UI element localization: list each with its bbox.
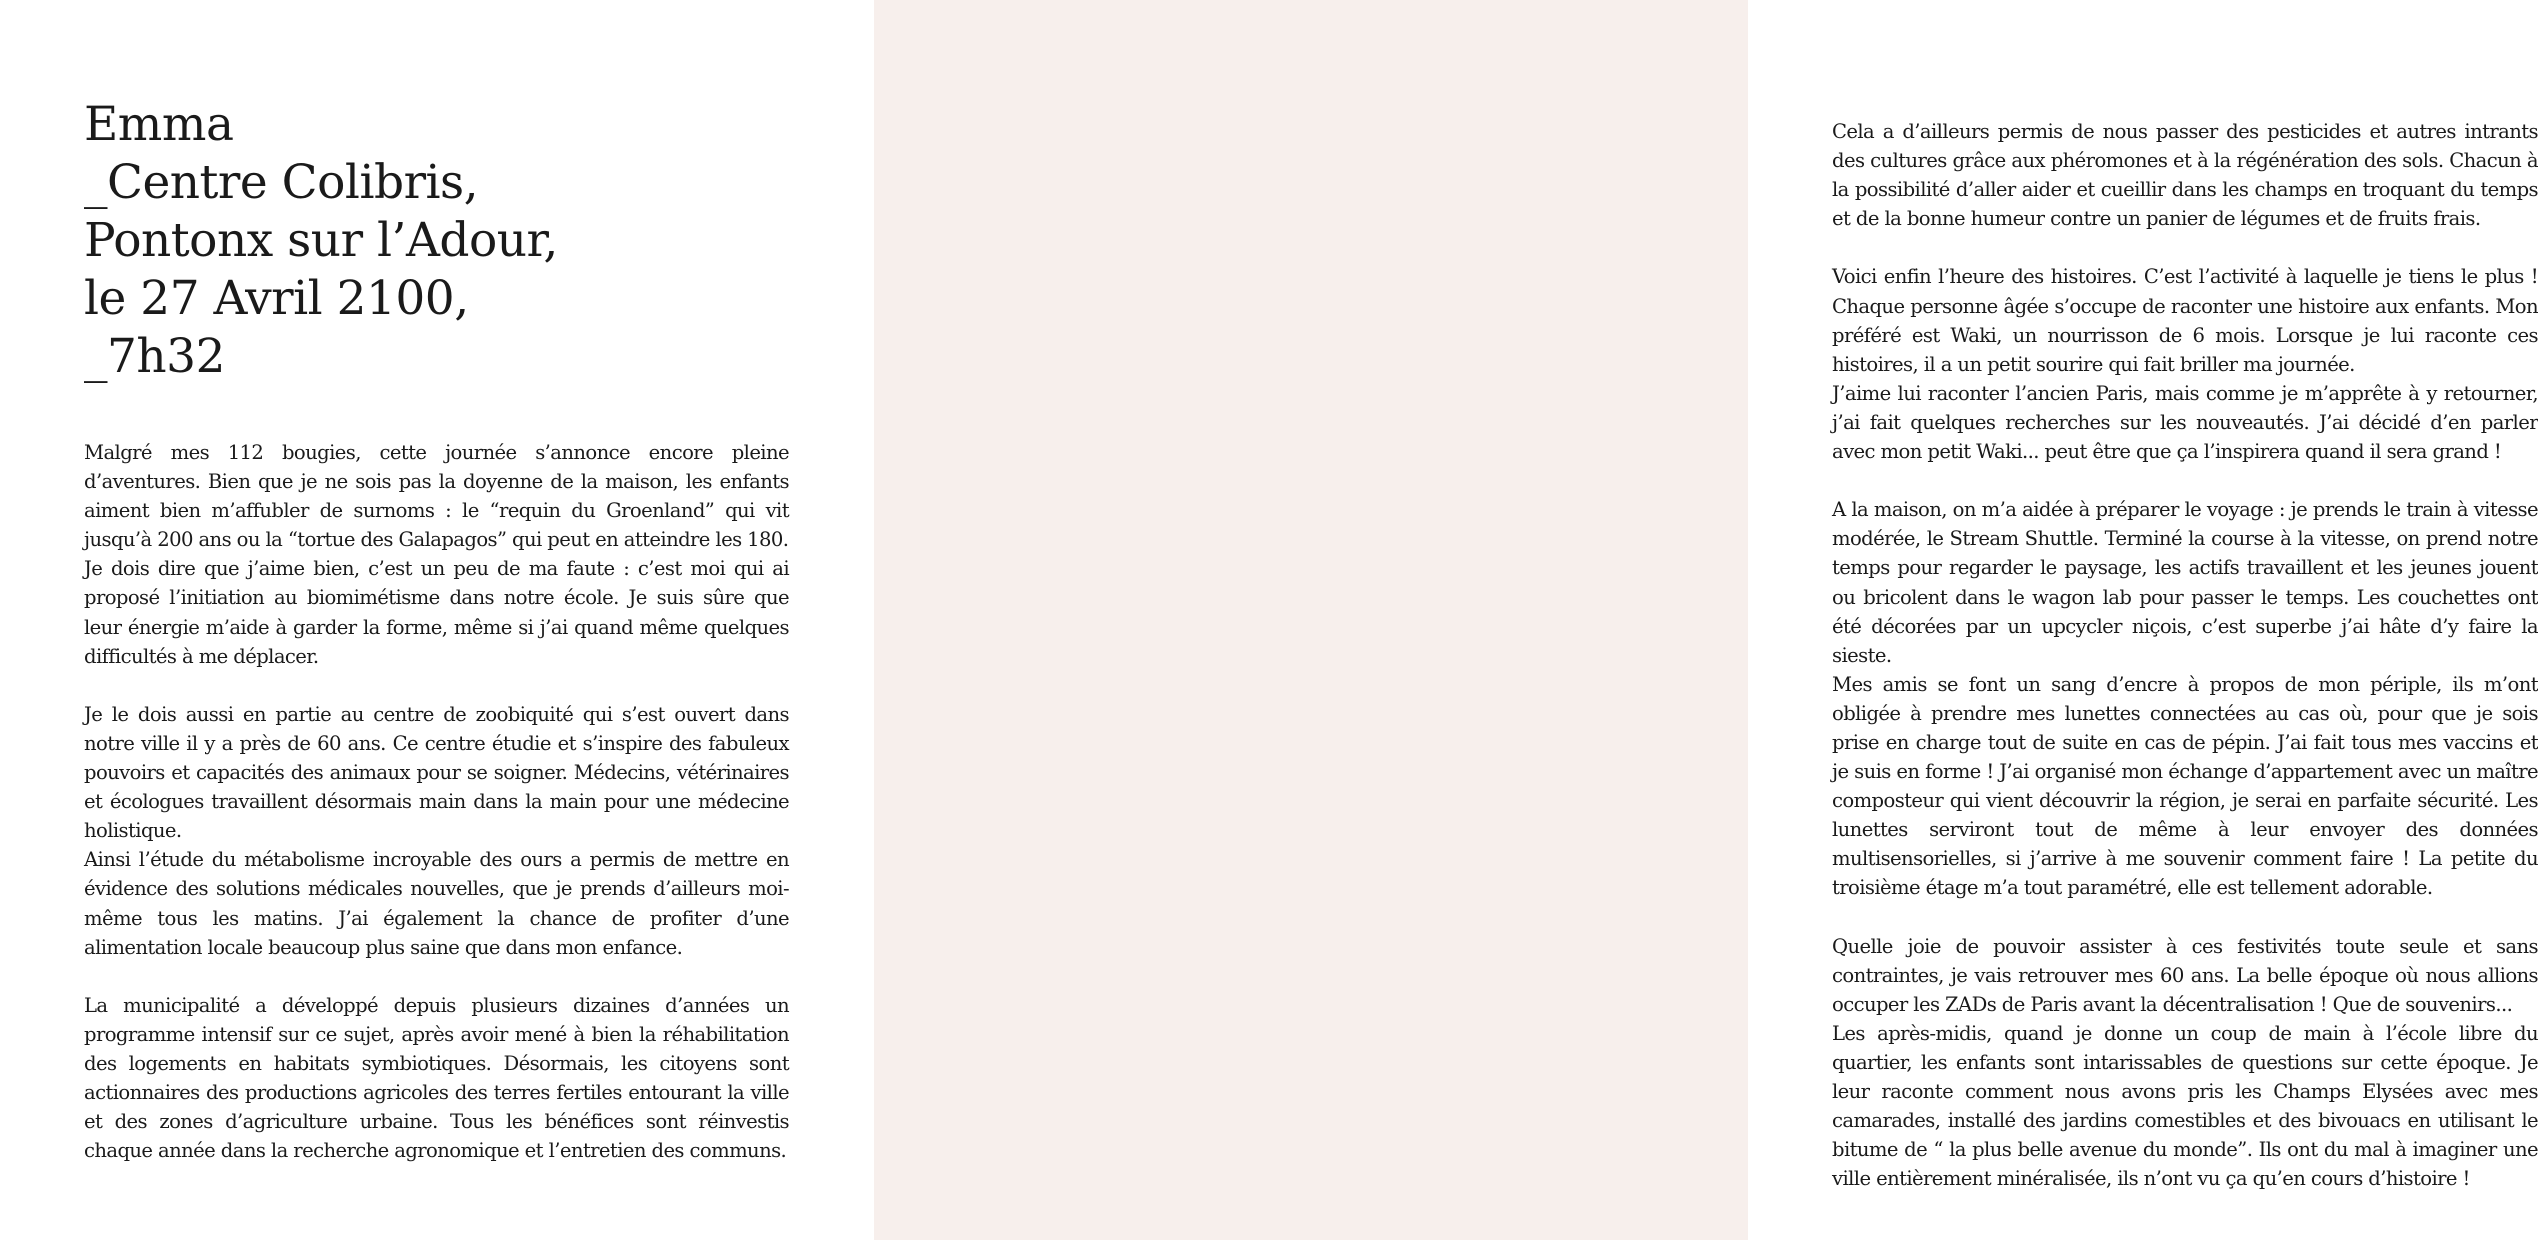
left-page	[0, 0, 874, 1240]
right-page	[874, 0, 2538, 1240]
paragraph: Malgré mes 112 bougies, cette journée s’annonce encore pleine d’aventures. Bien que je ne sois pas la doyenne de la maison, les enfants aiment bien m’affubler de surnoms : le “requin du Groenland” qui vit jusqu’à 200 ans ou la “tortue des Galapagos” qui peut en atteindre les 180.	[84, 441, 789, 552]
paragraph: Voici enfin l’heure des histoires. C’est l’activité à laquelle je tiens le plus ! Chaque personne âgée s’occupe de raconter une histoire aux enfants. Mon préféré est Waki, un nourrisson de 6 mois. Lorsque je lui raconte ces histoires, il a un petit sourire qui fait briller ma journée.	[1832, 265, 2538, 376]
title-line-date: le 27 Avril 2100,	[84, 271, 469, 326]
paragraph: Les après-midis, quand je donne un coup de main à l’école libre du quartier, les enfants sont intarissables de questions sur cette époque. Je leur raconte comment nous avons pris les Champs Elysées avec mes camarades, installé des jardins comestibles et des bivouacs en utilisant le bitume de “ la plus belle avenue du monde”. Ils ont du mal à imaginer une ville entièrement minéralisée, ils n’ont vu ça qu’en cours d’histoire !	[1832, 1021, 2538, 1191]
title-line-name: Emma	[84, 97, 234, 152]
paragraph: Cela a d’ailleurs permis de nous passer des pesticides et autres intrants des cultures grâce aux phéromones et à la régénération des sols. Chacun à la possibilité d’aller aider et cueillir dans les champs en troquant du temps et de la bonne humeur contre un panier de légumes et de fruits frais.	[1832, 120, 2538, 231]
paragraph: Je le dois aussi en partie au centre de zoobiquité qui s’est ouvert dans notre ville il y a près de 60 ans. Ce centre étudie et s’inspire des fabuleux pouvoirs et capacités des animaux pour se soigner. Médecins, vétérinaires et écologues travaillent désormais main dans la main pour une médecine holistique.	[84, 702, 789, 843]
paragraph: A la maison, on m’a aidée à préparer le voyage : je prends le train à vitesse modérée, le Stream Shuttle. Terminé la course à la vitesse, on prend notre temps pour regarder le paysage, les actifs travaillent et les jeunes jouent ou bricolent dans le wagon lab pour passer le temps. Les couchettes ont été décorées par un upcycler niçois, c’est superbe j’ai hâte d’y faire la sieste.	[1832, 498, 2538, 667]
paragraph: La municipalité a développé depuis plusieurs dizaines d’années un programme intensif sur ce sujet, après avoir mené à bien la réhabilitation des logements en habitats symbiotiques. Désormais, les citoyens sont actionnaires des productions agricoles des terres fertiles entourant la ville et des zones d’agriculture urbaine. Tous les bénéfices sont réinvestis chaque année dans la recherche agronomique et l’entretien des communs.	[84, 993, 789, 1163]
paragraph: Je dois dire que j’aime bien, c’est un peu de ma faute : c’est moi qui ai proposé l’initiation au biomimétisme dans notre école. Je suis sûre que leur énergie m’aide à garder la forme, même si j’ai quand même quelques difficultés à me déplacer.	[84, 557, 789, 668]
title-line-place: _Centre Colibris,	[84, 155, 479, 210]
paragraph: Mes amis se font un sang d’encre à propos de mon périple, ils m’ont obligée à prendre mes lunettes connectées au cas où, pour que je sois prise en charge tout de suite en cas de pépin. J’ai fait tous mes vaccins et je suis en forme ! J’ai organisé mon échange d’appartement avec un maître composteur qui vient découvrir la région, je serai en parfaite sécurité. Les lunettes serviront tout de même à leur envoyer des données multisensorielles, si j’arrive à me souvenir comment faire ! La petite du troisième étage m’a tout paramétré, elle est tellement adorable.	[1832, 672, 2538, 900]
paragraph: Quelle joie de pouvoir assister à ces festivités toute seule et sans contraintes, je vais retrouver mes 60 ans. La belle époque où nous allions occuper les ZADs de Paris avant la décentralisation ! Que de souvenirs...	[1832, 934, 2538, 1016]
title-line-town: Pontonx sur l’Adour,	[84, 213, 558, 268]
title-line-time: _7h32	[84, 329, 225, 384]
left-text-column	[84, 438, 789, 1165]
page-title	[84, 96, 804, 386]
paragraph: Ainsi l’étude du métabolisme incroyable des ours a permis de mettre en évidence des solutions médicales nouvelles, que je prends d’ailleurs moi-même tous les matins. J’ai également la chance de profiter d’une alimentation locale beaucoup plus saine que dans mon enfance.	[84, 848, 789, 959]
paragraph: J’aime lui raconter l’ancien Paris, mais comme je m’apprête à y retourner, j’ai fait quelques recherches sur les nouveautés. J’ai décidé d’en parler avec mon petit Waki... peut être que ça l’inspirera quand il sera grand !	[1832, 381, 2538, 464]
right-text-column	[1832, 117, 2538, 1193]
